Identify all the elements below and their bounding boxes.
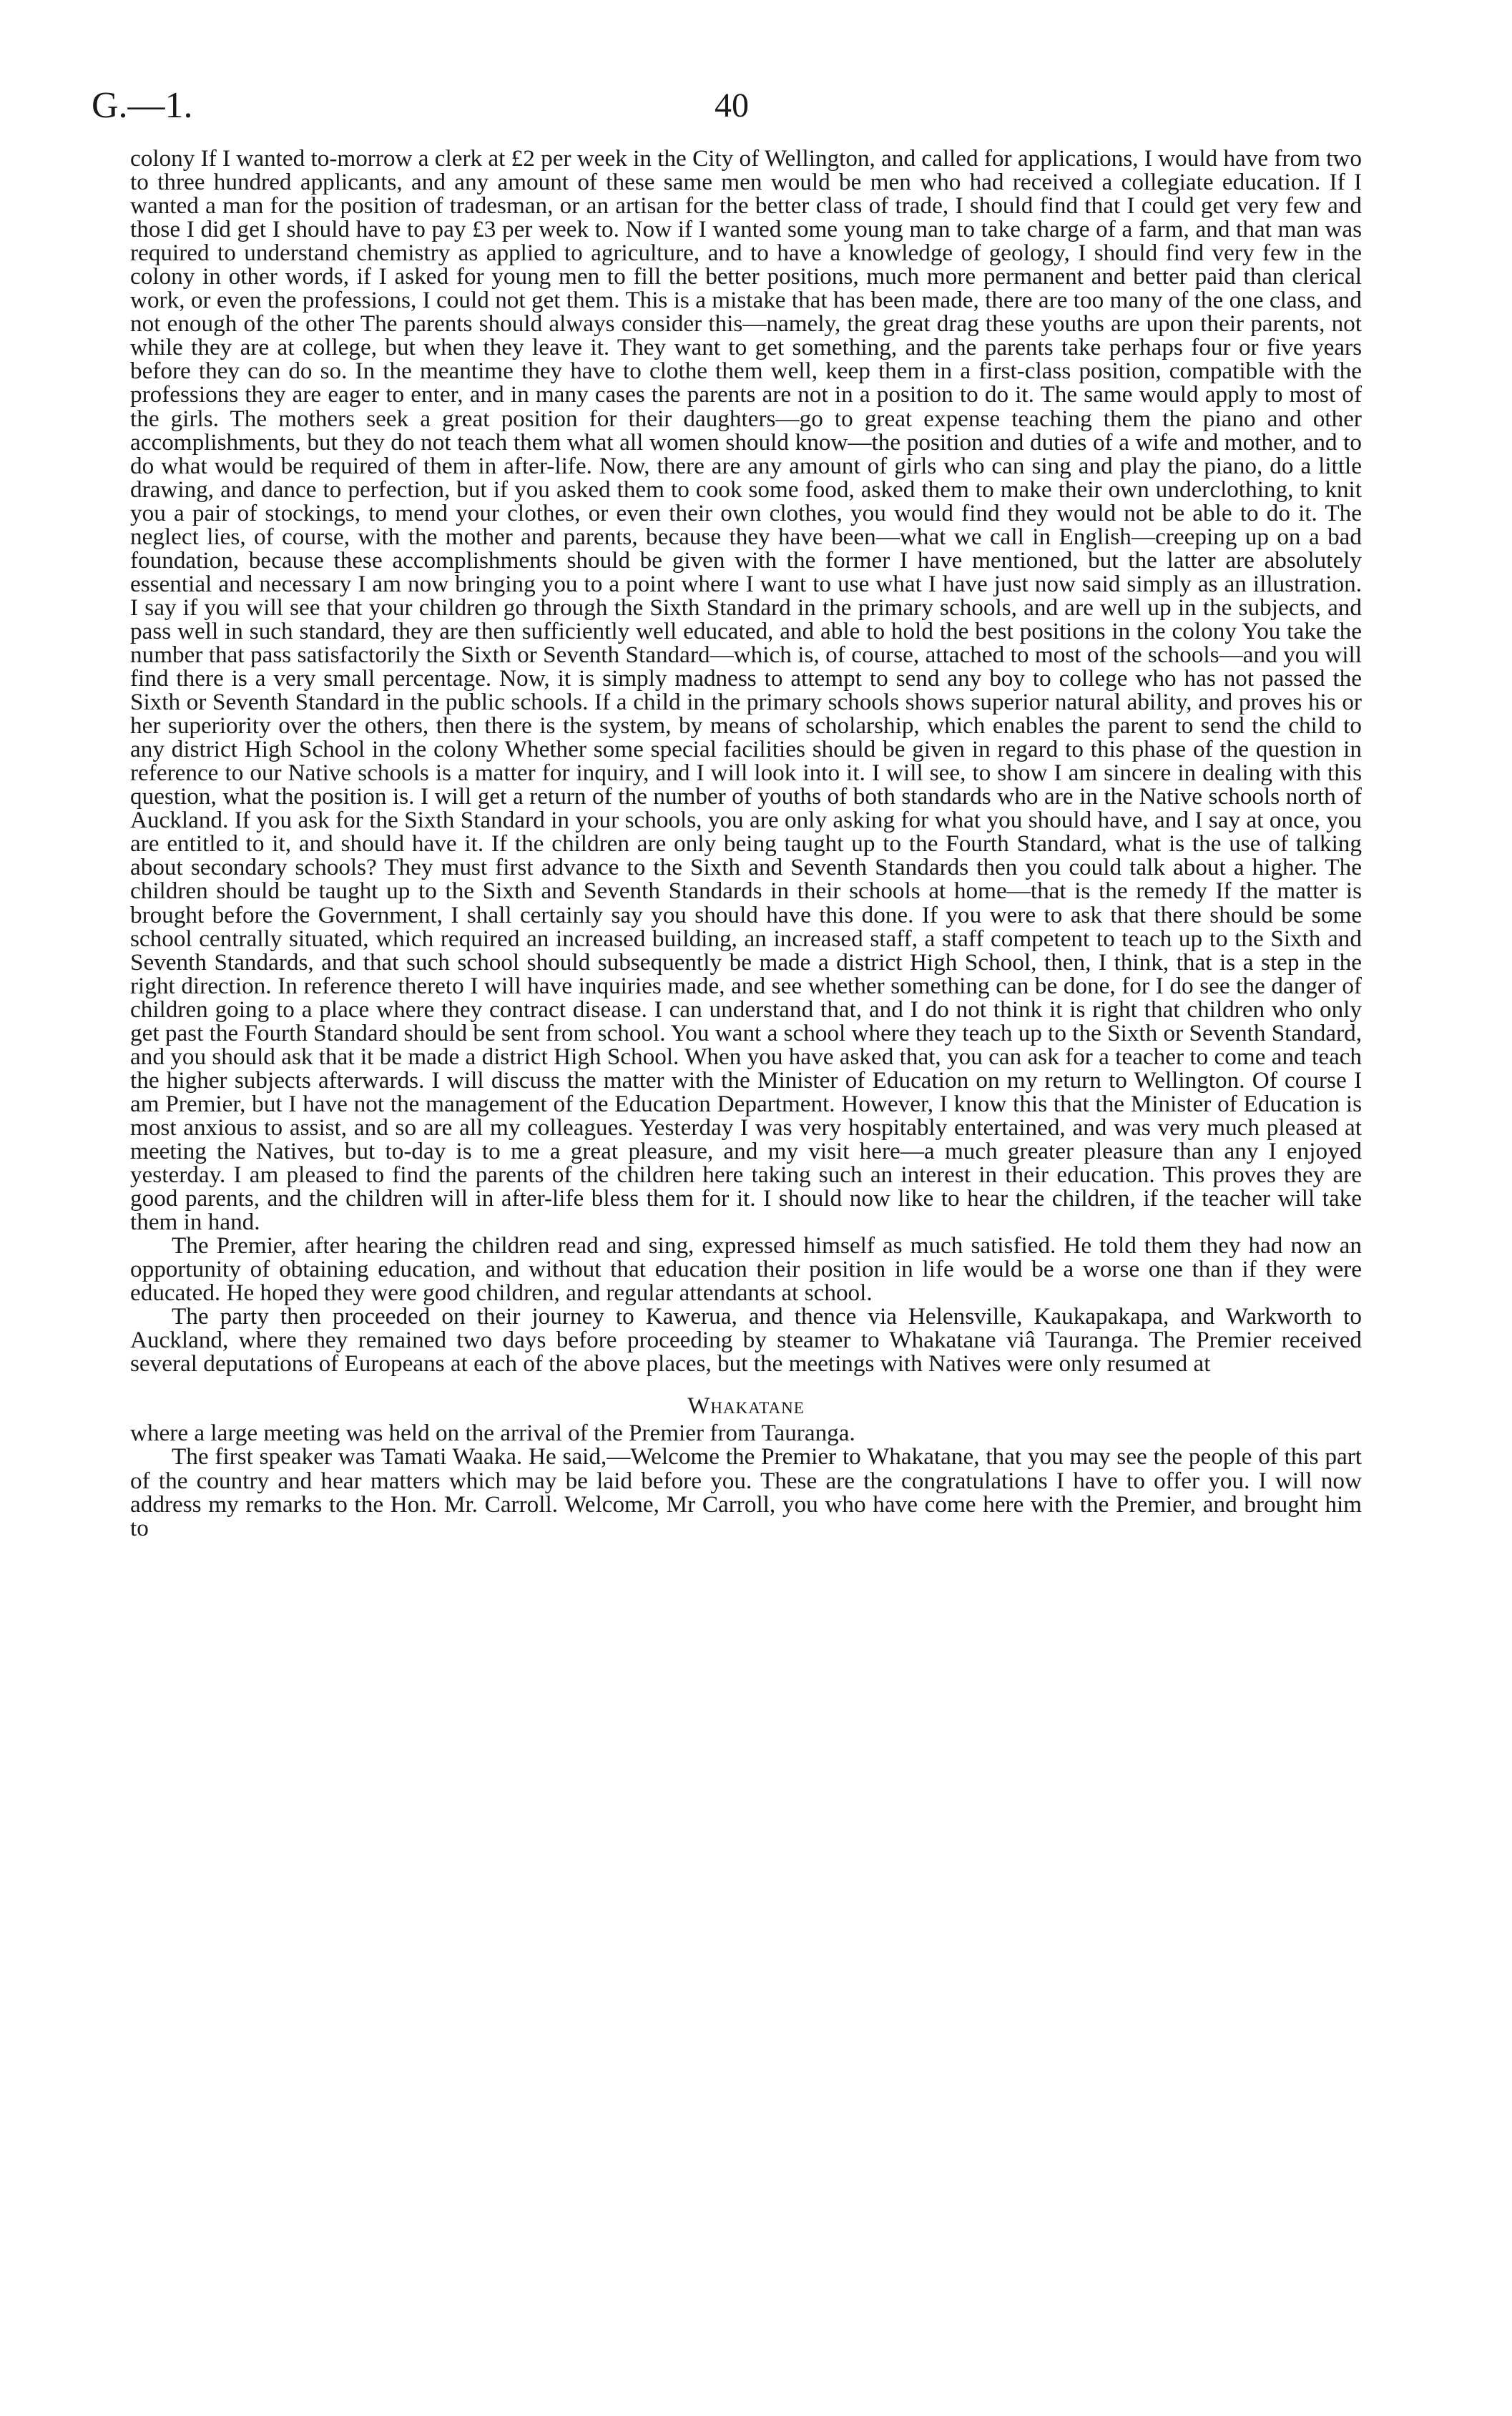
series-reference: G.—1.	[92, 85, 193, 126]
document-body	[130, 147, 1362, 1540]
paragraph: The first speaker was Tamati Waaka. He said,—Welcome the Premier to Whakatane, that you may see the people of this part of the country and hear matters which may be laid before you. These are the congratulations I have to offer you. I will now address my remarks to the Hon. Mr. Carroll. Welcome, Mr Carroll, you who have come here with the Premier, and brought him to	[130, 1443, 1362, 1541]
paragraph: The Premier, after hearing the children read and sing, expressed himself as much satisfied. He told them they had now an opportunity of obtaining education, and without that education their position in life would be a worse one than if they were educated. He hoped they were good children, and regular attendants at school.	[130, 1232, 1362, 1307]
section-heading: Whakatane	[687, 1393, 805, 1420]
paragraph: colony If I wanted to-morrow a clerk at £2 per week in the City of Wellington, and called for applications, I would have from two to three hundred applicants, and any amount of these same men would be men who had received a collegiate education. If I wanted a man for the position of tradesman, or an artisan for the better class of trade, I should find that I could get very few and those I did get I should have to pay £3 per week to. Now if I wanted some young man to take charge of a farm, and that man was required to understand chemistry as applied to agriculture, and to have a knowledge of geology, I should find very few in the colony in other words, if I asked for young men to fill the better positions, much more permanent and better paid than clerical work, or even the professions, I could not get them. This is a mistake that has been made, there are too many of the one class, and not enough of the other The parents should always consider this—namely, the great drag these youths are upon their parents, not while they are at college, but when they leave it. They want to get something, and the parents take perhaps four or five years before they can do so. In the meantime they have to clothe them well, keep them in a first-class position, compatible with the professions they are eager to enter, and in many cases the parents are not in a position to do it. The same would apply to most of the girls. The mothers seek a great position for their daughters—go to great expense teaching them the piano and other accomplishments, but they do not teach them what all women should know—the position and duties of a wife and mother, and to do what would be required of them in after-life. Now, there are any amount of girls who can sing and play the piano, do a little drawing, and dance to perfection, but if you asked them to cook some food, asked them to make their own underclothing, to knit you a pair of stockings, to mend your clothes, or even their own clothes, you would find they would not be able to do it. The neglect lies, of course, with the mother and parents, because they have been—what we call in English—creeping up on a bad foundation, because these accomplishments should be given with the former I have mentioned, but the latter are absolutely essential and necessary I am now bringing you to a point where I want to use what I have just now said simply as an illustration. I say if you will see that your children go through the Sixth Standard in the primary schools, and are well up in the subjects, and pass well in such standard, they are then sufficiently well educated, and able to hold the best positions in the colony You take the number that pass satisfactorily the Sixth or Seventh Standard—which is, of course, attached to most of the schools—and you will find there is a very small percentage. Now, it is simply madness to attempt to send any boy to college who has not passed the Sixth or Seventh Standard in the public schools. If a child in the primary schools shows superior natural ability, and proves his or her superiority over the others, then there is the system, by means of scholarship, which enables the parent to send the child to any district High School in the colony Whether some special facilities should be given in regard to this phase of the question in reference to our Native schools is a matter for inquiry, and I will look into it. I will see, to show I am sincere in dealing with this question, what the position is. I will get a return of the number of youths of both standards who are in the Native schools north of Auckland. If you ask for the Sixth Standard in your schools, you are only asking for what you should have, and I say at once, you are entitled to it, and should have it. If the children are only being taught up to the Fourth Standard, what is the use of talking about secondary schools? They must first advance to the Sixth and Seventh Standards then you could talk about a higher. The children should be taught up to the Sixth and Seventh Standards in their schools at home—that is the remedy If the matter is brought before the Government, I shall certainly say you should have this done. If you were to ask that there should be some school centrally situated, which required an increased building, an increased staff, a staff competent to teach up to the Sixth and Seventh Standards, and that such school should subsequently be made a district High School, then, I think, that is a step in the right direction. In reference thereto I will have inquiries made, and see whether something can be done, for I do see the danger of children going to a place where they contract disease. I can understand that, and I do not think it is right that children who only get past the Fourth Standard should be sent from school. You want a school where they teach up to the Sixth or Seventh Standard, and you should ask that it be made a district High School. When you have asked that, you can ask for a teacher to come and teach the higher subjects afterwards. I will discuss the matter with the Minister of Education on my return to Wellington. Of course I am Premier, but I have not the management of the Education Department. However, I know this that the Minister of Education is most anxious to assist, and so are all my colleagues. Yesterday I was very hospitably entertained, and was very much pleased at meeting the Natives, but to-day is to me a great pleasure, and my visit here—a much greater pleasure than any I enjoyed yesterday. I am pleased to find the parents of the children here taking such an interest in their education. This proves they are good parents, and the children will in after-life bless them for it. I should now like to hear the children, if the teacher will take them in hand.	[130, 145, 1362, 1236]
paragraphs-after-heading	[130, 1421, 1362, 1539]
paragraphs-before-heading	[130, 145, 1362, 1378]
page-number: 40	[715, 87, 749, 124]
paragraph: where a large meeting was held on the arrival of the Premier from Tauranga.	[130, 1420, 855, 1447]
page-header	[92, 84, 1372, 134]
paragraph: The party then proceeded on their journey to Kawerua, and thence via Helensville, Kaukapakapa, and Warkworth to Auckland, where they remained two days before proceeding by steamer to Whakatane viâ Tauranga. The Premier received several deputations of Europeans at each of the above places, but the meetings with Natives were only resumed at	[130, 1303, 1362, 1378]
